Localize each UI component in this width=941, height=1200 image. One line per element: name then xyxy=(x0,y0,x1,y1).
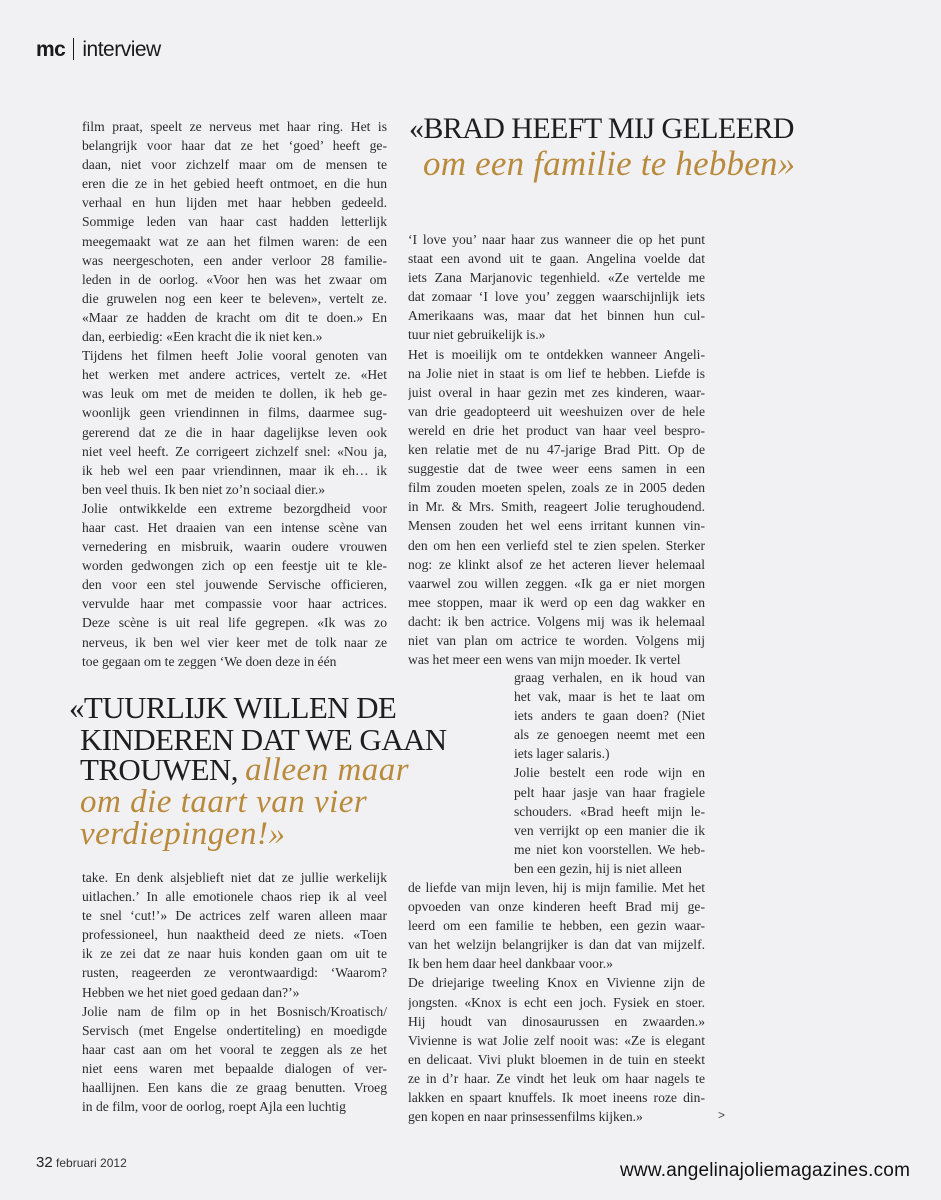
article-column-right-top xyxy=(408,230,705,669)
text-line: na Jolie niet in staat is om lief te hebben. Liefde is xyxy=(408,365,705,381)
text-line: film zouden moeten spelen, zoals ze in 2005 deden xyxy=(408,480,705,496)
text-line: verhaal en hun lijden met haar hebben gedeeld. xyxy=(82,195,387,211)
paragraph xyxy=(82,346,387,499)
text-line: De driejarige tweeling Knox en Vivienne zijn de xyxy=(408,975,705,991)
issue-date: februari 2012 xyxy=(56,1156,127,1170)
text-line: iets Zana Marjanovic tegenhield. «Ze vertelde me xyxy=(408,270,705,286)
text-line: tuur niet gebruikelijk is.» xyxy=(408,327,546,343)
text-line: was neergeschoten, een ander verloor 28 familie- xyxy=(82,252,387,268)
paragraph xyxy=(408,973,705,1126)
text-line: «Maar ze hadden de kracht om dit te doen.» En xyxy=(82,309,387,325)
text-line: dacht: ik ben actrice. Volgens mij was ik helemaal xyxy=(408,613,705,629)
text-line: den voor een stel jouwende Servische officieren, xyxy=(82,577,387,593)
pullquote-caps: TROUWEN, xyxy=(80,752,238,787)
text-line: haallijnen. Een kans die ze graag benutten. Vroeg xyxy=(82,1080,387,1096)
text-line: en delicaat. Vivi plukt bloemen in de tuin en steekt xyxy=(408,1051,705,1067)
pullquote-line: KINDEREN DAT WE GAAN xyxy=(80,722,447,757)
text-line: daan, niet voor zichzelf maar om de mensen te xyxy=(82,157,387,173)
text-line: eren die ze in het gebied heeft ontmoet, en die hun xyxy=(82,176,387,192)
text-line: film praat, speelt ze nerveus met haar ring. Het is xyxy=(82,119,387,134)
text-line: het werken met andere actrices, vertelt ze. «Het xyxy=(82,367,387,383)
text-line: was het meer een wens van mijn moeder. Ik vertel xyxy=(408,652,681,668)
pullquote-italic: alleen maar xyxy=(245,752,410,788)
article-column-left-bottom xyxy=(82,868,387,1116)
text-line: nog: ze klinkt alsof ze het acteren liever helemaal xyxy=(408,556,705,572)
text-line: leden in de oorlog. «Voor hen was het zwaar om xyxy=(82,271,387,287)
text-line: niet eens waren met bepaalde dialogen of ver- xyxy=(82,1060,387,1076)
text-line: suggestie dat de twee weer eens samen in een xyxy=(408,461,705,477)
text-line: wereld en drie het product van haar veel bespro- xyxy=(408,422,705,438)
text-line: Ik ben hem daar heel dankbaar voor.» xyxy=(408,956,613,972)
text-line: haar cast. Het draaien van een intense scène van xyxy=(82,519,387,535)
text-line: vervulde haar met compassie voor haar actrices. xyxy=(82,596,387,612)
text-line: woonlijk geen vriendinnen in films, daarmee sug- xyxy=(82,405,387,421)
text-line: niet van plan om actrice te worden. Volgens mij xyxy=(408,632,705,648)
text-line: ven verrijkt op een manier die ik xyxy=(514,822,705,838)
text-line: als ze genoegen neemt met een xyxy=(514,727,705,743)
text-line: professioneel, hun naaktheid deed ze niets. «Toen xyxy=(82,927,387,943)
text-line: dan, eerbiedig: «Een kracht die ik niet ken.» xyxy=(82,329,323,345)
article-column-right-bottom xyxy=(408,878,705,1126)
text-line: rusten, reageerden ze verontwaardigd: ‘Waarom? xyxy=(82,965,387,981)
text-line: in de film, voor de oorlog, roept Ajla een luchtig xyxy=(82,1099,346,1115)
text-line: ben veel thuis. Ik ben niet zo’n sociaal dier.» xyxy=(82,481,326,497)
text-line: Het is moeilijk om te ontdekken wanneer Angeli- xyxy=(408,346,705,362)
brand-logo: mc xyxy=(36,38,66,61)
text-line: ik heb wel een paar vriendinnen, maar ik eh… ik xyxy=(82,462,387,478)
text-line: niet veel heeft. Ze corrigeert zichzelf snel: «Nou ja, xyxy=(82,443,387,459)
text-line: Mensen zouden het wel eens irritant kunnen vin- xyxy=(408,518,705,534)
text-line: vernedering en misbruik, waarin oudere vrouwen xyxy=(82,539,387,555)
text-line: de liefde van mijn leven, hij is mijn familie. Met het xyxy=(408,880,705,895)
text-line: opvoeden van onze kinderen heeft Brad mij ge- xyxy=(408,899,705,915)
text-line: jongsten. «Knox is echt een joch. Fysiek en stoer. xyxy=(408,994,705,1010)
text-line: het vak, maar is het te laat om xyxy=(514,689,705,705)
text-line: Hij houdt van dinosaurussen en zwaarden.» xyxy=(408,1013,705,1029)
section-label: interview xyxy=(82,38,161,61)
text-line: worden gedwongen zich op een feestje uit te kle- xyxy=(82,558,387,574)
text-line: Amerikaans was, maar dat het binnen hun cul- xyxy=(408,308,705,324)
text-line: van het welzijn belangrijker is dan dat van mijzelf. xyxy=(408,937,705,953)
text-line: staat een avond uit te gaan. Angelina voelde dat xyxy=(408,251,705,267)
text-line: take. En denk alsjeblieft niet dat ze jullie werkelijk xyxy=(82,870,387,885)
section-header xyxy=(36,38,161,62)
text-line: juist overal in haar gezin met zes kinderen, waar- xyxy=(408,384,705,400)
pullquote-line: verdiepingen!» xyxy=(80,816,286,852)
text-line: iets lager salaris.) xyxy=(514,746,610,762)
text-line: haar cast aan om het vooral te zeggen als ze het xyxy=(82,1041,387,1057)
article-column-right-indent xyxy=(514,668,705,878)
text-line: Jolie ontwikkelde een extreme bezorgdheid voor xyxy=(82,500,387,516)
continue-arrow: > xyxy=(718,1108,726,1122)
article-column-left-top xyxy=(82,117,387,671)
paragraph xyxy=(82,1002,387,1117)
text-line: Jolie bestelt een rode wijn en xyxy=(514,765,705,781)
paragraph xyxy=(514,763,705,878)
text-line: gen kopen en naar prinsessenfilms kijken.» xyxy=(408,1109,643,1125)
text-line: die gruwelen nog een keer te beleven», vertelt ze. xyxy=(82,290,387,306)
text-line: iets anders te gaan doen? (Niet xyxy=(514,708,705,724)
paragraph xyxy=(408,345,705,670)
paragraph xyxy=(82,499,387,671)
text-line: was leuk om met de meiden te dollen, ik heb ge- xyxy=(82,386,387,402)
paragraph xyxy=(408,230,705,345)
page-footer xyxy=(36,1154,127,1171)
paragraph xyxy=(408,878,705,973)
pullquote-line: «TUURLIJK WILLEN DE xyxy=(69,690,397,725)
text-line: van drie geadopteerd uit weeshuizen over de hele xyxy=(408,403,705,419)
text-line: Servisch (met Engelse ondertiteling) en moedigde xyxy=(82,1022,387,1038)
text-line: Tijdens het filmen heeft Jolie vooral genoten van xyxy=(82,348,387,364)
text-line: schouders. «Brad heeft mijn le- xyxy=(514,803,705,819)
text-line: me niet kon voorstellen. We heb- xyxy=(514,841,705,857)
text-line: Jolie nam de film op in het Bosnisch/Kroatisch/ xyxy=(82,1003,387,1019)
text-line: toe gegaan om te zeggen ‘We doen deze in één xyxy=(82,653,337,669)
text-line: nerveus, ik ben wel vier keer met de tolk naar ze xyxy=(82,634,387,650)
watermark: www.angelinajoliemagazines.com xyxy=(620,1160,911,1181)
paragraph xyxy=(514,668,705,763)
text-line: Sommige leden van haar cast hadden letterlijk xyxy=(82,214,387,230)
text-line: belangrijk voor haar dat ze het ‘goed’ heeft ge- xyxy=(82,138,387,154)
text-line: Deze scène is uit real life gegrepen. «Ik was zo xyxy=(82,615,387,631)
text-line: ‘I love you’ naar haar zus wanneer die op het punt xyxy=(408,232,705,247)
text-line: ken relatie met de nu 47-jarige Brad Pitt. Op de xyxy=(408,442,705,458)
text-line: dat zomaar ‘I love you’ zeggen waarschijnlijk iets xyxy=(408,289,705,305)
text-line: mee stoppen, maar ik werd op een dag wakker en xyxy=(408,594,705,610)
text-line: ze in d’r haar. Ze vindt het leuk om haar nagels te xyxy=(408,1070,705,1086)
text-line: te snel ‘cut!’» De actrices zelf waren alleen maar xyxy=(82,908,387,924)
text-line: pelt haar jasje van haar fragiele xyxy=(514,784,705,800)
text-line: uitlachen.’ In alle emotionele chaos riep ik al veel xyxy=(82,889,387,905)
text-line: gererend dat ze die in haar dagelijkse leven ook xyxy=(82,424,387,440)
divider xyxy=(73,38,74,60)
paragraph xyxy=(82,117,387,346)
text-line: Hebben we het niet goed gedaan dan?’» xyxy=(82,984,300,1000)
text-line: leerd om een familie te hebben, een gezin waar- xyxy=(408,918,705,934)
text-line: Vivienne is wat Jolie zelf nooit was: «Ze is elegant xyxy=(408,1032,705,1048)
text-line: vaarwel zou willen zeggen. «Ik ga er niet morgen xyxy=(408,575,705,591)
text-line: ik ze zei dat ze naar huis konden gaan om uit te xyxy=(82,946,387,962)
text-line: meegemaakt wat ze aan het filmen waren: de een xyxy=(82,233,387,249)
text-line: ben een gezin, hij is niet alleen xyxy=(514,860,682,876)
pullquote-line: om een familie te hebben» xyxy=(423,144,796,183)
pullquote-line: «BRAD HEEFT MIJ GELEERD xyxy=(409,112,794,145)
text-line: graag verhalen, en ik houd van xyxy=(514,670,705,685)
page-number: 32 xyxy=(36,1154,53,1171)
text-line: in Mr. & Mrs. Smith, reageert Jolie terughoudend. xyxy=(408,499,705,515)
text-line: lakken en spaart knuffels. Ik moet ineens roze din- xyxy=(408,1090,705,1106)
paragraph xyxy=(82,868,387,1002)
text-line: den om hen een verliefd stel te zien spelen. Sterker xyxy=(408,537,705,553)
pullquote-line: om die taart van vier xyxy=(80,784,368,820)
